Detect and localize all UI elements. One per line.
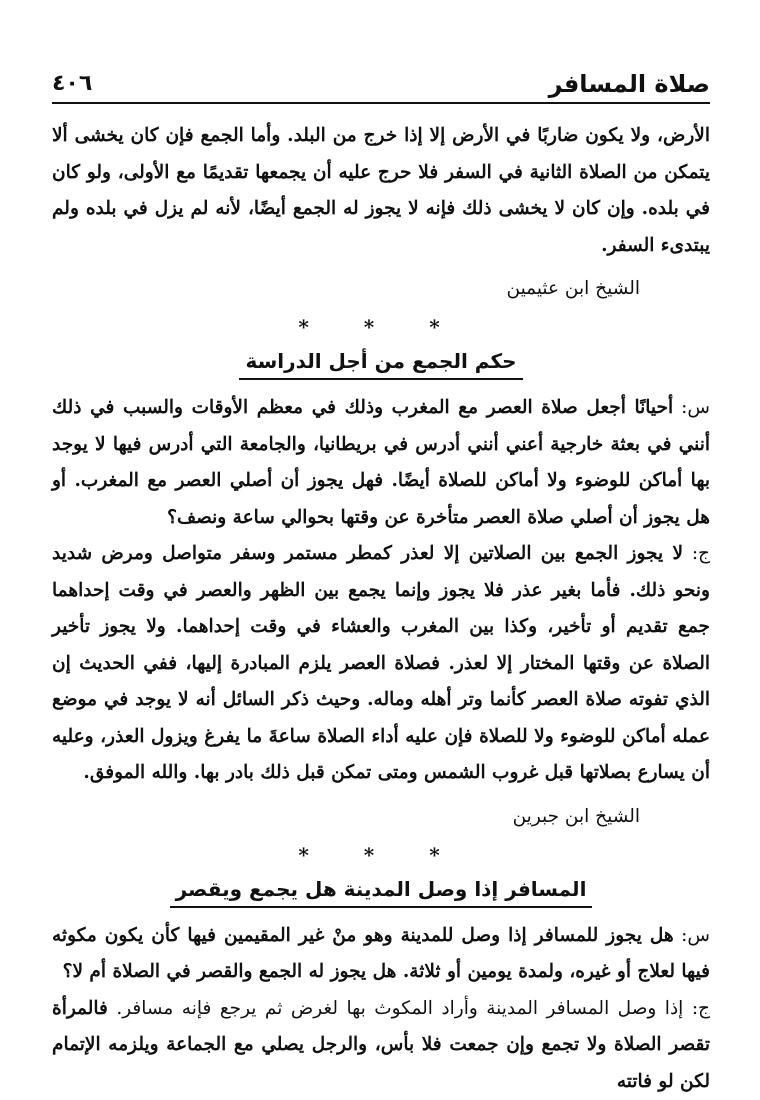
book-page bbox=[52, 66, 710, 1100]
question-paragraph-2 bbox=[52, 918, 710, 991]
answer-text-plain: إذا وصل المسافر المدينة وأراد المكوث بها لغرض ثم يرجع فإنه مسافر. bbox=[116, 998, 683, 1019]
answer-text-bold: فالمرأة تقصر الصلاة ولا تجمع وإن جمعت فلا بأس، والرجل يصلي مع الجماعة ويلزمه الإتمام لكن لو فاتته bbox=[52, 998, 710, 1092]
section-separator-2: * * * bbox=[52, 842, 710, 868]
question-paragraph-1 bbox=[52, 390, 710, 536]
section-heading-traveler bbox=[52, 872, 710, 908]
question-prefix: س: bbox=[681, 925, 710, 946]
answer-paragraph-1 bbox=[52, 536, 710, 792]
sheikh-attribution-2: الشيخ ابن جبرين bbox=[52, 802, 710, 832]
question-text: أحيانًا أجعل صلاة العصر مع المغرب وذلك في معظم الأوقات والسبب في ذلك أنني في بعثة خارجية أعني أنني أدرس في بريطانيا، والجامعة التي أدرس فيها لا يوجد بها أماكن للوضوء ولا أماكن للصلاة أيضًا. فهل يجوز أن أصلي العصر مع المغرب. أو هل يجوز أن أصلي صلاة العصر متأخرة عن وقتها بحوالي ساعة ونصف؟ bbox=[52, 397, 710, 528]
running-header bbox=[52, 66, 710, 104]
question-prefix: س: bbox=[681, 397, 710, 418]
page-number: ٤٠٦ bbox=[52, 70, 92, 98]
answer-prefix: ج: bbox=[692, 543, 710, 564]
section-heading-study-text: حكم الجمع من أجل الدراسة bbox=[239, 344, 522, 380]
answer-prefix: ج: bbox=[692, 998, 710, 1019]
question-text: هل يجوز للمسافر إذا وصل للمدينة وهو منْ غير المقيمين فيها كأن يكون مكوثه فيها لعلاج أو غيره، ولمدة يومين أو ثلاثة. هل يجوز له الجمع والقصر في الصلاة أم لا؟ bbox=[52, 925, 710, 983]
section-heading-study bbox=[52, 344, 710, 380]
page-content bbox=[52, 118, 710, 1100]
section-separator-1: * * * bbox=[52, 314, 710, 340]
section-heading-traveler-text: المسافر إذا وصل المدينة هل يجمع ويقصر bbox=[170, 872, 593, 908]
sheikh-attribution-1: الشيخ ابن عثيمين bbox=[52, 274, 710, 304]
answer-text: لا يجوز الجمع بين الصلاتين إلا لعذر كمطر مستمر وسفر متواصل ومرض شديد ونحو ذلك. فأما بغير عذر فلا يجوز وإنما يجمع بين الظهر والعصر في وقت إحداهما جمع تقديم أو تأخير، وكذا بين المغرب والعشاء في وقت إحداهما. ولا يجوز تأخير الصلاة عن وقتها المختار إلا لعذر. فصلاة العصر يلزم المبادرة إليها، ففي الحديث إن الذي تفوته صلاة العصر كأنما وتر أهله وماله. وحيث ذكر السائل أنه لا يوجد في موضع عمله أماكن للوضوء ولا للصلاة فإن عليه أداء الصلاة ساعةَ ما يفرغ ويزول العذر، وعليه أن يسارع بصلاتها قبل غروب الشمس ومتى تمكن قبل ذلك بادر بها. والله الموفق. bbox=[52, 543, 710, 783]
continued-answer-paragraph: الأرض، ولا يكون ضاربًا في الأرض إلا إذا خرج من البلد. وأما الجمع فإن كان يخشى ألا يتمكن من الصلاة الثانية في السفر فلا حرج عليه أن يجمعها تقديمًا مع الأولى، ولو كان في بلده. وإن كان لا يخشى ذلك فإنه لا يجوز له الجمع أيضًا، لأنه لم يزل في بلده ولم يبتدىء السفر. bbox=[52, 118, 710, 264]
chapter-title: صلاة المسافر bbox=[549, 70, 710, 98]
answer-paragraph-2 bbox=[52, 991, 710, 1100]
